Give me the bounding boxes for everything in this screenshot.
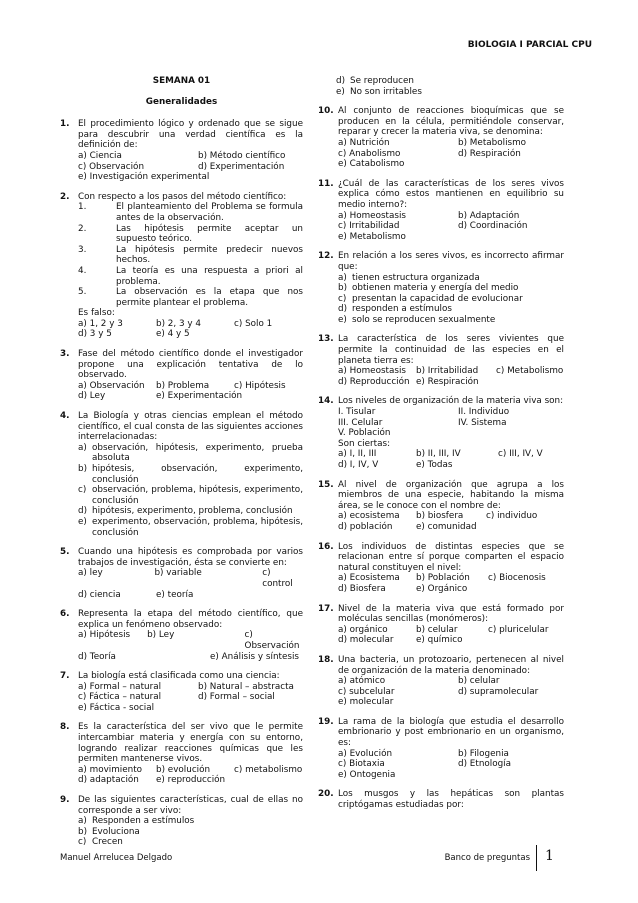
question-text: Al nivel de organización que agrupa a los miembros de una especie, habitando la misma área, se le conoce con el nombre de: — [338, 479, 564, 511]
question-text: El procedimiento lógico y ordenado que se sigue para descubrir una verdad científica es la definición de: — [78, 119, 303, 151]
question-number: 12. — [318, 251, 334, 262]
option-c: c) pluricelular — [488, 624, 549, 635]
option-b: b) Natural – abstracta — [198, 681, 294, 692]
option-e: e) reproducción — [156, 775, 226, 786]
question-number: 2. — [60, 191, 70, 202]
option-c: c) observación, problema, hipótesis, experimento, conclusión — [78, 485, 303, 506]
question-3 — [60, 349, 303, 402]
false-label: Es falso: — [78, 308, 115, 319]
option-a: a) Observación — [78, 380, 145, 391]
right-column — [318, 76, 564, 820]
option-d: d) Ley — [78, 391, 106, 402]
option-c: c) metabolismo — [234, 764, 303, 775]
question-number: 20. — [318, 789, 334, 800]
question-text: Cuando una hipótesis es comprobada por varios trabajos de investigación, ésta se convierte en: — [78, 547, 303, 568]
option-d: d) molecular — [338, 635, 394, 646]
option-d: d) población — [338, 521, 393, 532]
option-e: e) solo se reproducen sexualmente — [338, 314, 496, 325]
option-d: d) ciencia — [78, 589, 121, 600]
option-b: b) 2, 3 y 4 — [156, 318, 201, 329]
question-2 — [60, 192, 303, 340]
statement-5: 5. La observación es la etapa que nos permite plantear el problema. — [78, 287, 303, 308]
option-e: e) Catabolismo — [338, 159, 405, 170]
question-number: 5. — [60, 547, 70, 558]
question-text: Es la característica del ser vivo que le permite intercambiar materia y energía con su entorno, logrando realizar reacciones químicas que les permiten mantenerse vivos. — [78, 722, 303, 765]
true-label: Son ciertas: — [338, 438, 391, 449]
option-a: a) Responden a estímulos — [78, 816, 195, 827]
option-d: d) Se reproducen — [336, 76, 415, 86]
question-5 — [60, 547, 303, 600]
question-text: Los individuos de distintas especies que se relacionan entre sí porque comparten el espacio natural constituyen el nivel: — [338, 541, 564, 573]
option-d: d) Reproducción — [338, 376, 410, 387]
option-d: d) Respiración — [458, 148, 521, 159]
question-number: 17. — [318, 603, 334, 614]
question-text: Fase del método científico donde el investigador propone una explicación tentativa de lo observado. — [78, 349, 303, 381]
question-number: 9. — [60, 795, 70, 806]
option-e: e) químico — [416, 635, 463, 646]
question-text: Los niveles de organización de la materia viva son: — [338, 396, 564, 407]
option-d: d) hipótesis, experimento, problema, conclusión — [78, 506, 293, 517]
option-b: b) obtienen materia y energía del medio — [338, 283, 519, 294]
option-e: e) Experimentación — [156, 391, 243, 402]
option-d: d) supramolecular — [458, 686, 539, 697]
option-c: c) control — [262, 568, 293, 589]
question-text: Al conjunto de reacciones bioquímicas que se producen en la célula, permitiéndole conservar, reparar y crecer la materia viva, se denomina: — [338, 106, 564, 138]
option-a: a) observación, hipótesis, experimento, prueba absoluta — [78, 442, 303, 464]
section-title: SEMANA 01 — [152, 76, 211, 86]
option-c: c) presentan la capacidad de evolucionar — [338, 293, 523, 304]
question-number: 1. — [60, 119, 70, 130]
option-c: c) Biocenosis — [488, 573, 546, 584]
option-a: a) Ciencia — [78, 150, 122, 161]
option-a: a) I, II, III — [338, 449, 377, 460]
option-c: c) individuo — [486, 511, 538, 522]
question-number: 16. — [318, 541, 334, 552]
option-a: a) movimiento — [78, 764, 143, 775]
question-number: 3. — [60, 349, 70, 360]
question-text: De las siguientes características, cual de ellas no corresponde a ser vivo: — [78, 795, 303, 816]
option-b: b) Adaptación — [458, 210, 520, 221]
statement-1: 1. El planteamiento del Problema se formula antes de la observación. — [78, 202, 303, 223]
question-17 — [318, 604, 564, 646]
question-number: 14. — [318, 396, 334, 407]
option-b: b) Irritabilidad — [416, 366, 479, 377]
question-20 — [318, 789, 564, 810]
question-1 — [60, 119, 303, 183]
question-10 — [318, 106, 564, 170]
option-a: a) Homeostasis — [338, 366, 407, 377]
option-c: c) III, IV, V — [498, 449, 543, 460]
level-ii: II. Individuo — [458, 407, 510, 418]
question-text: Con respecto a los pasos del método científico: — [78, 191, 287, 202]
option-b: b) Población — [416, 573, 470, 584]
option-c: c) Irritabilidad — [338, 221, 400, 232]
document-header: BIOLOGIA I PARCIAL CPU — [467, 40, 592, 50]
footer-bank: Banco de preguntas — [444, 853, 530, 863]
question-text: La característica de los seres vivientes que permite la continuidad de las especies en el planeta tierra es: — [338, 334, 564, 366]
option-e: e) Orgánico — [416, 583, 468, 594]
option-c: c) subcelular — [338, 686, 395, 697]
question-16 — [318, 542, 564, 595]
question-text: La rama de la biología que estudia el desarrollo embrionario y post embrionario en un organismo, es: — [338, 716, 564, 749]
option-b: b) celular — [416, 624, 458, 635]
option-b: b) II, III, IV — [416, 449, 461, 460]
option-e: e) Metabolismo — [338, 231, 406, 242]
level-v: V. Población — [338, 428, 391, 439]
page-number-divider — [536, 845, 537, 871]
option-b: b) Método científico — [198, 150, 286, 161]
question-number: 19. — [318, 716, 334, 727]
question-text: En relación a los seres vivos, es incorrecto afirmar que: — [338, 251, 564, 272]
option-a: a) tienen estructura organizada — [338, 272, 480, 283]
option-e: e) Ontogenia — [338, 769, 396, 780]
question-number: 4. — [60, 411, 70, 422]
option-d: d) Formal – social — [198, 692, 275, 703]
question-text: Una bacteria, un protozoario, pertenecen al nivel de organización de la materia denominado: — [338, 654, 564, 676]
option-a: a) ley — [78, 568, 103, 579]
statement-3: 3. La hipótesis permite predecir nuevos hechos. — [78, 244, 303, 266]
left-column — [60, 76, 303, 857]
option-e: e) comunidad — [416, 521, 477, 532]
question-8 — [60, 722, 303, 786]
question-text: La Biología y otras ciencias emplean el método científico, el cual consta de las siguientes acciones interrelacionadas: — [78, 411, 303, 443]
question-15 — [318, 480, 564, 533]
option-c: c) Metabolismo — [496, 366, 564, 377]
option-d: d) I, IV, V — [338, 460, 379, 470]
question-text: Los musgos y las hepáticas son plantas criptógamas estudiadas por: — [338, 789, 564, 811]
option-c: c) Anabolismo — [338, 148, 401, 159]
option-e: e) 4 y 5 — [156, 329, 190, 340]
option-e: e) Análisis y síntesis — [210, 651, 299, 662]
option-e: e) Fáctica - social — [78, 702, 155, 713]
option-d: d) Biosfera — [338, 583, 386, 594]
option-a: a) 1, 2 y 3 — [78, 318, 123, 329]
question-number: 7. — [60, 671, 70, 682]
option-a: a) Nutrición — [338, 137, 390, 148]
question-number: 10. — [318, 106, 334, 117]
option-b: b) Filogenia — [458, 748, 509, 759]
footer-author: Manuel Arrelucea Delgado — [60, 853, 173, 863]
option-b: b) biosfera — [416, 511, 464, 522]
option-b: b) celular — [458, 676, 500, 687]
option-b: b) Ley — [147, 630, 175, 641]
statement-4: 4. La teoría es una respuesta a priori al problema. — [78, 265, 303, 287]
section-subtitle: Generalidades — [145, 96, 218, 107]
option-d: d) Teoría — [78, 651, 116, 662]
option-b: b) Metabolismo — [458, 137, 527, 148]
option-b: b) hipótesis, observación, experimento, conclusión — [78, 464, 303, 485]
question-number: 13. — [318, 334, 334, 345]
question-number: 6. — [60, 609, 70, 620]
question-19 — [318, 717, 564, 781]
option-e: e) Respiración — [416, 376, 479, 387]
option-d: d) Etnología — [458, 759, 512, 770]
page-number: 1 — [545, 848, 554, 864]
option-a: a) orgánico — [338, 624, 388, 635]
question-18 — [318, 655, 564, 708]
option-e: e) experimento, observación, problema, hipótesis, conclusión — [78, 516, 303, 538]
option-e: e) Investigación experimental — [78, 172, 210, 183]
question-7 — [60, 671, 303, 713]
option-a: a) Ecosistema — [338, 573, 400, 584]
level-iv: IV. Sistema — [458, 417, 507, 428]
question-12 — [318, 251, 564, 325]
question-9 — [60, 795, 303, 848]
option-a: a) ecosistema — [338, 511, 400, 522]
question-number: 11. — [318, 178, 334, 189]
question-number: 15. — [318, 479, 334, 490]
option-b: b) variable — [154, 568, 202, 579]
option-c: c) Crecen — [78, 837, 123, 848]
question-text: ¿Cuál de las características de los seres vivos explica cómo estos mantienen en equilibrio su medio interno?: — [338, 178, 564, 210]
question-6 — [60, 609, 303, 662]
option-c: c) Biotaxia — [338, 759, 385, 770]
question-text: Representa la etapa del método científico, que explica un fenómeno observado: — [78, 609, 303, 630]
option-e: e) No son irritables — [336, 86, 422, 97]
level-iii: III. Celular — [338, 417, 383, 428]
question-14 — [318, 396, 564, 470]
option-e: e) molecular — [338, 697, 394, 708]
option-c: c) Fáctica – natural — [78, 692, 162, 703]
option-b: b) Evoluciona — [78, 826, 140, 837]
option-a: a) Formal – natural — [78, 681, 162, 692]
question-text: La biología está clasificada como una ciencia: — [78, 671, 280, 682]
option-d: d) 3 y 5 — [78, 329, 112, 340]
level-i: I. Tisular — [338, 407, 376, 418]
option-d: d) responden a estímulos — [338, 304, 452, 315]
question-9-continued — [318, 76, 564, 97]
option-c: c) Hipótesis — [234, 380, 286, 391]
option-a: a) Homeostasis — [338, 210, 407, 221]
option-c: c) Solo 1 — [234, 318, 273, 329]
option-a: a) atómico — [338, 676, 386, 687]
option-c: c) Observación — [244, 630, 300, 651]
question-11 — [318, 179, 564, 243]
question-number: 18. — [318, 654, 334, 665]
option-e: e) Todas — [416, 460, 453, 470]
option-a: a) Evolución — [338, 748, 393, 759]
option-d: d) Coordinación — [458, 221, 528, 232]
option-e: e) teoría — [156, 589, 194, 600]
question-text: Nivel de la materia viva que está formado por moléculas sencillas (monómeros): — [338, 603, 564, 625]
option-a: a) Hipótesis — [78, 630, 131, 641]
option-c: c) Observación — [78, 161, 145, 172]
question-number: 8. — [60, 722, 70, 733]
question-4 — [60, 411, 303, 538]
option-b: b) Problema — [156, 380, 210, 391]
option-d: d) adaptación — [78, 775, 139, 786]
question-13 — [318, 334, 564, 387]
option-d: d) Experimentación — [198, 161, 285, 172]
statement-2: 2. Las hipótesis permite aceptar un supuesto teórico. — [78, 223, 303, 245]
option-b: b) evolución — [156, 764, 211, 775]
